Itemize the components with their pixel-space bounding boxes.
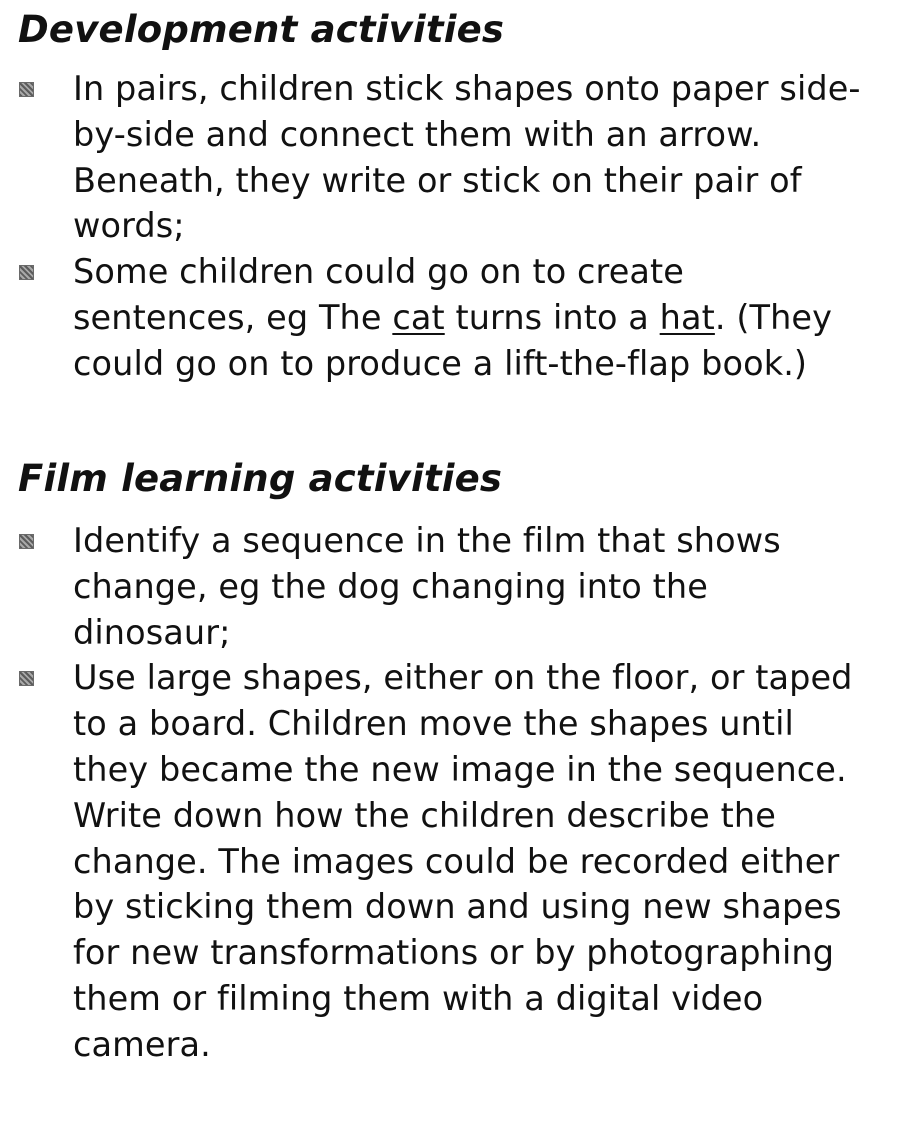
development-activities-list [0,66,900,387]
list-item [0,518,873,655]
list-item-text-part: Some children could go on to create sentences, eg The [73,252,684,337]
list-item [0,655,873,1067]
list-item-text [73,252,832,383]
list-item [0,249,873,386]
list-item-text: Use large shapes, either on the floor, or taped to a board. Children move the shapes until they became the new image in the sequence. Write down how the children describe the change. The images could be recorded either by sticking them down and using new shapes for new transformations or by photographing them or filming them with a digital video camera. [73,658,853,1064]
list-item-text-part: . (They could go on to produce a lift-the-flap book.) [73,297,833,383]
film-learning-activities-list [0,518,900,1068]
list-item-text: In pairs, children stick shapes onto paper side-by-side and connect them with an arrow. Beneath, they write or stick on their pair of words; [73,69,861,246]
square-bullet-icon [20,83,33,96]
square-bullet-icon [20,266,33,279]
list-item-text-part: turns into a [444,297,660,337]
square-bullet-icon [20,672,33,685]
underlined-word-cat: cat [392,297,445,337]
heading-development-activities: Development activities [18,8,505,51]
square-bullet-icon [20,535,33,548]
heading-film-learning-activities: Film learning activities [18,457,503,500]
list-item [0,66,873,249]
list-item-text: Identify a sequence in the film that shows change, eg the dog changing into the dinosaur; [73,521,781,652]
underlined-word-hat: hat [659,297,715,337]
